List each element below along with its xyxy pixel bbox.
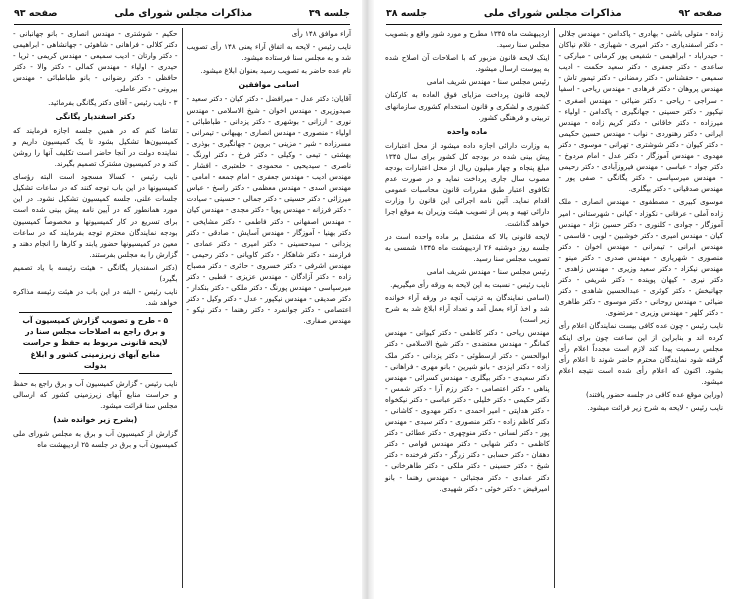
paragraph: تقاضا کنم که در همین جلسه اجازه فرمایند که کمیسیون‌ها تشکیل بشود تا یک کمیسیون داریم و نماینده دولت در آنجا حاضر است تکلیف آنها را روشن کند و در کمیسیون مشترک تصمیم بگیرند. [13, 125, 178, 169]
left-page [0, 0, 362, 599]
paragraph: (دکتر اسفندیار یگانگی - هیئت رئیسه با یاد تصمیم بگیرد) [13, 262, 178, 283]
binding-gutter [362, 0, 374, 599]
page-header [382, 0, 726, 22]
columns [382, 28, 726, 588]
paragraph: آقایان: دکتر عدل - میرافضل - دکتر کیان - دکتر سعید - صیدوزیری - مهندس اخوان - شیخ الاسلامی - مهندس نوری - ارزانی - بوشهری - دکتر یزدانی - طباطبائی - اولیاء - منصوری - مهندس انصاری - بهبهانی - تیمرانی - مسرزاده - شیر - مزینی - بروین - جهانگیری - بوذری - بهشتی - تیمی - وکیلی - دکتر فرخ - دکتر اورنگ - ناصری - سیدیحیی - محمودی - خلعتبری - افشار - مهندس ادیب - مهندس جعفری - امام جمعه - امامی - مهندس اسدی - مهندس معظمی - دکتر راسخ - عباس میرزائی - دکتر حسینی - دکتر جمالی - حسینی - سیادت - دکتر فرزانه - مهندس پویا - دکتر مجدی - مهندس کیان - مهندس اصفهانی - دکتر فاطمی - دکتر مشایخی - دکتر بهنیا - آموزگار - مهندس آسایش - صادقی - دکتر یزدانی - سیدحسینی - دکتر امیری - دکتر عمادی - فرازمند - دکتر شاهکار - دکتر کاویانی - دکتر رحیمی - مهندس اشرفی - دکتر خسروی - حائری - دکتر مصباح زاده - دکتر آزادگان - مهندس عزیزی - قطبی - دکتر میرسپاسی - مهندس پورنگ - دکتر ملکی - دکتر بنکدار - دکتر صدیقی - مهندس نیکپور - عدل - دکتر وکیل - دکتر اعتصامی - دکتر جوانمرد - دکتر رهنما - دکتر نیکو - مهندس صفاری. [186, 94, 351, 326]
header-rule [14, 24, 350, 25]
paragraph: نام عده حاضر به تصویب رسید بعنوان ابلاغ میشود. [200, 66, 351, 76]
paragraph: نایب رئیس - کسالا مسجود است البته رؤسای کمیسیونها در این باب توجه کنند که در ساعات تشکیل جلسات علنی، جلسه کمیسیون تشکیل نشود. در این مورد همانطور که در آیین نامه پیش بینی شده است برای تسریع در کار کمیسیونها و مخصوصاً کمیسیون بودجه نمایندگان محترم توجه بفرمایند که در ساعات معین در کمیسیونها حضور یابند و کارها را انجام دهند و گزارش را به مجلس بفرستند. [13, 172, 178, 259]
paragraph: زاده - متولی باشی - بهادری - پاکدامن - مهندس جلالی - دکتر اسفندیاری - دکتر امیری - شهبازی - غلام نیاکان - حیدراباد - ابراهیمی - شفیعی پور کرمانی - مبارکی - ساعدی - دکتر جعفری - دکتر سعید حکمت - ادیب سمیعی - حقشناس - دکتر رمضانی - دکتر تیمور تاش - مهندس پروهان - دکتر فرهادی - مهندس ریاحی - اسفیا - سراجی - ریاحی - دکتر ضیائی - مهندس اصغری - نیکپور - دکتر حسینی - جهانگیری - پاکدامن - اولیاء - میرزاده - دکتر خاقانی - دکتر کریم زاده - مهندس ایرانی - دکتر رهنوردی - نواب - مهندس حسین حکیمی - دکتر کیوان - دکتر شوشتری - تهرانی - موسوی - دکتر مهدوی - مهندس آموزگار - دکتر عدل - امام مردوخ - دکتر جواد - عباسی - مهندس فیروزآبادی - دکتر رحیمی - مهندس میرسپاسی - دکتر یگانگی - صفی پور - مهندس صدقیانی - دکتر بیگلری. [558, 29, 723, 194]
section-heading: اسامی موافقین [238, 80, 299, 90]
page-number: صفحه ۹۲ [678, 7, 722, 19]
paragraph: (اسامی نمایندگان به ترتیب آنچه در ورقه آراء خوانده شد و اخذ آراء بعمل آمد و تعداد آراء ابلاغ شد به شرح زیر است) [385, 293, 550, 325]
header-rule [386, 24, 722, 25]
paragraph: لایحه قانونی بالا که مشتمل بر ماده واحده است در جلسه روز دوشنبه ۲۶ اردیبهشت ماه ۱۳۴۵ شمسی به تصویب مجلس سنا رسید. [385, 231, 550, 263]
page-header [10, 0, 354, 22]
right-page [374, 0, 736, 599]
paragraph: ۳ - نایب رئیس - آقای دکتر یگانگی بفرمائید. [48, 97, 178, 107]
column-divider [554, 28, 555, 588]
paragraph: آراء موافق ۱۴۸ رأی [291, 29, 351, 38]
paragraph: (وراین موقع عده کافی در جلسه حضور یافتند) [585, 390, 723, 399]
column-left [10, 28, 181, 588]
paragraph: رئیس مجلس سنا - مهندس شریف امامی [426, 77, 550, 87]
agenda-item-title: ۵ - طرح و تصویب گزارش کمیسیون آب و برق راجع به اصلاحات مجلس سنا در لایحه قانونی مربوط به حفظ و حراست منابع آبهای زیرزمینی کشور و ابلاغ بدولت [19, 312, 172, 373]
paragraph: اینک لایحه قانون مزبور که با اصلاحات آن اصلاح شده به پیوست ارسال میشود. [385, 53, 550, 74]
paragraph: اردیبهشت ماه ۱۳۴۵ مطرح و مورد شور واقع و بتصویب مجلس سنا رسید. [385, 29, 550, 50]
paragraph: مهندس ریاحی - دکتر کاظمی - دکتر کیوانی - مهندس کمانگر - مهندس معتضدی - دکتر شیخ الاسلامی - دکتر ابوالحسن - دکتر ارسطوئی - دکتر یزدانی - دکتر ملک زاده - دکتر ایزدی - بانو شیرین - بانو مهری - فراهانی - دکتر سعیدی - دکتر بیگلری - مهندس کسرائی - مهندس پناهی - دکتر اعتصامی - دکتر رزم آرا - دکتر شمس - دکتر حکیمی - دکتر خلیلی - دکتر عباسی - دکتر نیکخواه - دکتر هدایتی - امیر احمدی - دکتر مهدوی - کاشانی - دکتر کاظم زاده - دکتر منصوری - دکتر سیدی - مهندس پور - دکتر لسانی - دکتر منوچهری - دکتر عطائی - دکتر کاظمی - دکتر شهابی - دکتر مهندس قوامی - دکتر دهقان - دکتر حسابی - دکتر زرگر - دکتر فرخنده - دکتر شیخ - دکتر حسینی - دکتر ملکی - دکتر طاهرخانی - دکتر عمادی - دکتر مجتبائی - مهندس رهنما - بانو امیرفیض - دکتر خوئی - دکتر شهیدی. [385, 328, 550, 493]
paragraph: حکیم - شوشتری - مهندس انصاری - بانو جهانبانی - دکتر کلالی - فراهانی - شاهوئی - جهانشاهی - ابراهیمی - دکتر وارتان - ادیب سمیعی - مهندس کریمی - ثریا - حیدری - اولیاء - مهندس کمالی - دکتر والا - دکتر حافظی - دکتر رضوانی - بانو طباطبائی - مهندس بیرونی - دکتر عاملی. [13, 29, 178, 94]
section-heading: دکتر اسفندیار یگانگی [55, 111, 136, 121]
section-heading: ماده واحده [447, 126, 488, 136]
column-right [556, 28, 727, 588]
session-label: جلسه ۳۸ [386, 7, 428, 19]
page-number: صفحه ۹۳ [14, 7, 58, 19]
paragraph: موسوی کبیری - مصطفوی - مهندس انصاری - ملک زاده آملی - عرفانی - نکوزاد - کیانی - شهرستانی - امیر آموزگار - جوادی - کلنوری - دکتر حسین نژاد - مهندس کیان - مهندس امیری - دکتر خوشبین - لوبی - قاسمی - مهندس ابرانی - تیمرانی - مهندس اخوان - دکتر منصوری - شهریاری - مهندس صدری - دکتر مینو - مهندس نیکزاد - دکتر سعید وزیری - مهندس زاهدی - دکتر نیری - کیهان پوینده - دکتر شریفی - دکتر جهانبخش - دکتر کوثری - عبدالحسین شاهدی - دکتر ضیائی - مهندس روحانی - دکتر موسوی - دکتر طاهری - دکتر کلهر - مهندس وزیری - مرتضوی. [558, 197, 723, 318]
paragraph: نایب رئیس - لایحه به شرح زیر قرائت میشود. [587, 403, 723, 413]
paragraph: نایب رئیس - نسبت به این لایحه به ورقه رأی میگیریم. [390, 279, 550, 289]
running-title: مذاکرات مجلس شورای ملی [483, 7, 622, 19]
paragraph: نایب رئیس - گزارش کمیسیون آب و برق راجع به حفظ و حراست منابع آبهای زیرزمینی کشور که ارسالی مجلس سنا قرائت میشود. [13, 378, 178, 410]
paragraph: لایحه قانون پرداخت مزایای فوق العاده به کارکنان کشوری و لشکری و قانون استخدام کشوری سازمانهای تربیتی و فرهنگی کشور. [385, 90, 550, 122]
section-heading: (بشرح زیر خوانده شد) [53, 415, 138, 424]
paragraph: به وزارت دارائی اجازه داده میشود از محل اعتبارات پیش بینی شده در بودجه کل کشور برای سال ۱۳۴۵ مبلغ پنجاه و چهار میلیون ریال از محل اعتبارات بودجه مصوب سال جاری پرداخت نماید و در صورت عدم تکافوی اعتبار طبق مقررات قانون محاسبات عمومی اقدام نماید. آئین نامه اجرائی این قانون را وزارت دارائی تهیه و پس از تصویب هیئت وزیران به موقع اجرا خواهد گذاشت. [385, 140, 550, 228]
running-title: مذاکرات مجلس شورای ملی [114, 7, 253, 19]
session-label: جلسه ۳۹ [308, 7, 350, 19]
column-right [184, 28, 355, 588]
paragraph: رئیس مجلس سنا - مهندس شریف امامی [426, 266, 550, 276]
paragraph: گزارش از کمیسیون آب و برق به مجلس شورای ملی کمیسیون آب و برق در جلسه ۲۵ اردیبهشت ماه [13, 429, 178, 450]
column-divider [182, 28, 183, 588]
column-left [382, 28, 553, 588]
paragraph: نایب رئیس - لایحه به اتفاق آراء یعنی ۱۴۸ رأی تصویب شد و به مجلس سنا فرستاده میشود. [186, 42, 351, 63]
paragraph: نایب رئیس - البته در این باب در هیئت رئیسه مذاکره خواهد شد. [13, 287, 178, 308]
columns [10, 28, 354, 588]
paragraph: نایب رئیس - چون عده کافی بیست نمایندگان اعلام رأی کرده اند و بنابراین از این ساعت چون برای اینکه مجلس رسمیت پیدا کند لازم است مجدداً اعلام رأی گرفته شود نمایندگان محترم حاضر شوند تا اعلام رأی بشود. اکنون که اعلام رأی شده است نتیجه اعلام میشود. [558, 321, 723, 386]
